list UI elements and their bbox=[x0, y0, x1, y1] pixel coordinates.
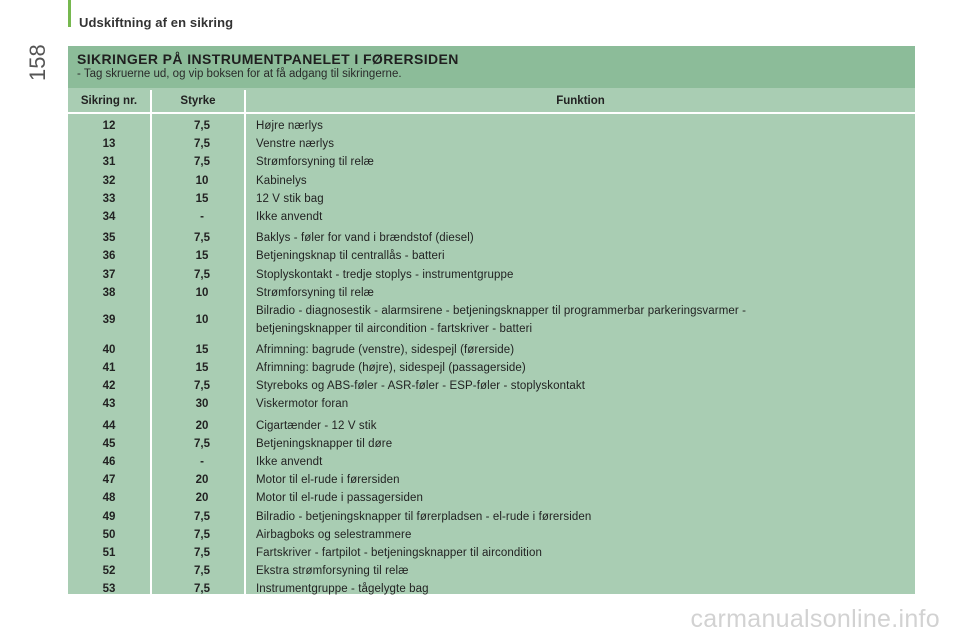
table-row bbox=[68, 359, 915, 377]
table-row bbox=[68, 247, 915, 265]
fuse-function: Venstre nærlys bbox=[256, 138, 335, 151]
fuse-number: 31 bbox=[102, 156, 116, 169]
fuse-rating: 15 bbox=[195, 362, 209, 375]
fuse-function: Højre nærlys bbox=[256, 120, 324, 132]
fuse-number: 46 bbox=[102, 456, 116, 468]
fuse-function: Kabinelys bbox=[256, 174, 307, 187]
fuse-function: Ikke anvendt bbox=[256, 456, 323, 468]
fuse-number: 39 bbox=[102, 313, 116, 326]
title-band bbox=[68, 46, 915, 88]
fuse-rating: 20 bbox=[195, 474, 209, 487]
fuse-function: 12 V stik bag bbox=[256, 192, 324, 205]
table-row bbox=[68, 190, 915, 208]
fuse-function: Instrumentgruppe - tågelygte bag bbox=[256, 583, 429, 596]
fuse-function: Airbagboks og selestrammere bbox=[256, 528, 412, 541]
table-row bbox=[68, 153, 915, 171]
table-row bbox=[68, 471, 915, 489]
column-header-styrke: Styrke bbox=[152, 90, 244, 112]
fuse-rating: 7,5 bbox=[194, 232, 210, 245]
fuse-rating: 7,5 bbox=[194, 546, 210, 559]
fuse-function: Strømforsyning til relæ bbox=[256, 286, 374, 299]
column-header-nr: Sikring nr. bbox=[68, 90, 150, 112]
fuse-number: 53 bbox=[102, 583, 116, 596]
fuse-number: 47 bbox=[102, 474, 116, 487]
fuse-number: 37 bbox=[102, 268, 116, 281]
table-row bbox=[68, 266, 915, 284]
fuse-rating: 30 bbox=[195, 398, 209, 411]
fuse-number: 35 bbox=[102, 232, 116, 245]
fuse-function: Styreboks og ABS-føler - ASR-føler - ESP-føler - stoplyskontakt bbox=[256, 380, 586, 393]
table-row bbox=[68, 302, 915, 338]
fuse-number: 50 bbox=[102, 528, 116, 541]
table-row bbox=[68, 172, 915, 190]
fuse-function-line: Bilradio - diagnosestik - alarmsirene - betjeningsknapper til programmerbar parkeringsvarmer - bbox=[256, 304, 747, 317]
table-row bbox=[68, 435, 915, 453]
table-row bbox=[68, 341, 915, 359]
fuse-rating: 7,5 bbox=[194, 138, 210, 151]
fuse-rating: 10 bbox=[195, 313, 209, 326]
fuse-number: 44 bbox=[102, 419, 116, 432]
fuse-rating: 7,5 bbox=[194, 510, 210, 523]
fuse-function: Ikke anvendt bbox=[256, 210, 323, 223]
fuse-rating: 20 bbox=[195, 492, 209, 505]
column-header-funktion: Funktion bbox=[246, 90, 915, 112]
table-row bbox=[68, 580, 915, 598]
fuse-number: 52 bbox=[102, 565, 116, 578]
table-row bbox=[68, 417, 915, 435]
watermark: carmanualsonline.info bbox=[690, 605, 940, 633]
fuse-function: Motor til el-rude i passagersiden bbox=[256, 492, 423, 505]
fuse-function: Betjeningsknapper til døre bbox=[256, 437, 393, 450]
fuse-number: 49 bbox=[102, 510, 116, 523]
fuse-rating: 10 bbox=[195, 286, 209, 299]
fuse-function: Ekstra strømforsyning til relæ bbox=[256, 565, 409, 578]
fuse-number: 38 bbox=[102, 286, 116, 299]
table-row bbox=[68, 229, 915, 247]
fuse-number: 34 bbox=[102, 210, 116, 223]
table-body bbox=[68, 117, 915, 599]
fuse-function: Betjeningsknap til centrallås - batteri bbox=[256, 250, 445, 263]
fuse-table-panel bbox=[68, 46, 915, 594]
fuse-rating: 7,5 bbox=[194, 583, 210, 596]
fuse-rating: 15 bbox=[195, 192, 209, 205]
fuse-function: Fartskriver - fartpilot - betjeningsknapper til aircondition bbox=[256, 546, 542, 559]
fuse-number: 41 bbox=[102, 362, 116, 375]
fuse-number: 40 bbox=[102, 343, 116, 356]
fuse-rating: 7,5 bbox=[194, 120, 210, 132]
fuse-rating: 7,5 bbox=[194, 528, 210, 541]
fuse-function: Strømforsyning til relæ bbox=[256, 156, 374, 169]
header-divider bbox=[68, 112, 915, 114]
fuse-number: 42 bbox=[102, 380, 116, 393]
fuse-function-line: betjeningsknapper til aircondition - fartskriver - batteri bbox=[256, 323, 533, 336]
fuse-rating: - bbox=[200, 456, 204, 468]
fuse-rating: 7,5 bbox=[194, 437, 210, 450]
fuse-number: 43 bbox=[102, 398, 116, 411]
fuse-function: Viskermotor foran bbox=[256, 398, 349, 411]
fuse-function: Cigartænder - 12 V stik bbox=[256, 419, 377, 432]
fuse-function: Baklys - føler for vand i brændstof (diesel) bbox=[256, 232, 474, 245]
fuse-rating: - bbox=[200, 210, 204, 223]
fuse-number: 36 bbox=[102, 250, 116, 263]
fuse-number: 51 bbox=[102, 546, 116, 559]
fuse-rating: 7,5 bbox=[194, 565, 210, 578]
table-row bbox=[68, 453, 915, 471]
table-row bbox=[68, 562, 915, 580]
table-row bbox=[68, 377, 915, 395]
fuse-number: 45 bbox=[102, 437, 116, 450]
fuse-function: Stoplyskontakt - tredje stoplys - instrumentgruppe bbox=[256, 268, 514, 281]
page-number: 158 bbox=[25, 44, 50, 81]
fuse-function: Afrimning: bagrude (venstre), sidespejl (førerside) bbox=[256, 343, 515, 356]
fuse-function: Motor til el-rude i førersiden bbox=[256, 474, 400, 487]
fuse-rating: 15 bbox=[195, 250, 209, 263]
table-row bbox=[68, 395, 915, 413]
fuse-number: 48 bbox=[102, 492, 116, 505]
fuse-rating: 7,5 bbox=[194, 380, 210, 393]
panel-title: SIKRINGER PÅ INSTRUMENTPANELET I FØRERSIDEN bbox=[77, 51, 459, 67]
fuse-number: 32 bbox=[102, 174, 116, 187]
fuse-number: 12 bbox=[102, 120, 116, 132]
table-row bbox=[68, 544, 915, 562]
fuse-rating: 15 bbox=[195, 343, 209, 356]
fuse-rating: 7,5 bbox=[194, 156, 210, 169]
fuse-function bbox=[256, 302, 906, 338]
table-row bbox=[68, 135, 915, 153]
table-row bbox=[68, 489, 915, 507]
fuse-rating: 10 bbox=[195, 174, 209, 187]
table-row bbox=[68, 117, 915, 135]
table-row bbox=[68, 284, 915, 302]
fuse-number: 13 bbox=[102, 138, 116, 151]
table-row bbox=[68, 508, 915, 526]
panel-subtitle: - Tag skruerne ud, og vip boksen for at få adgang til sikringerne. bbox=[77, 68, 402, 80]
fuse-rating: 7,5 bbox=[194, 268, 210, 281]
fuse-function: Afrimning: bagrude (højre), sidespejl (passagerside) bbox=[256, 362, 526, 375]
table-row bbox=[68, 208, 915, 226]
fuse-number: 33 bbox=[102, 192, 116, 205]
section-accent-bar bbox=[68, 0, 71, 27]
fuse-rating: 20 bbox=[195, 419, 209, 432]
fuse-function: Bilradio - betjeningsknapper til førerpladsen - el-rude i førersiden bbox=[256, 510, 592, 523]
section-header: Udskiftning af en sikring bbox=[79, 15, 234, 30]
table-row bbox=[68, 526, 915, 544]
